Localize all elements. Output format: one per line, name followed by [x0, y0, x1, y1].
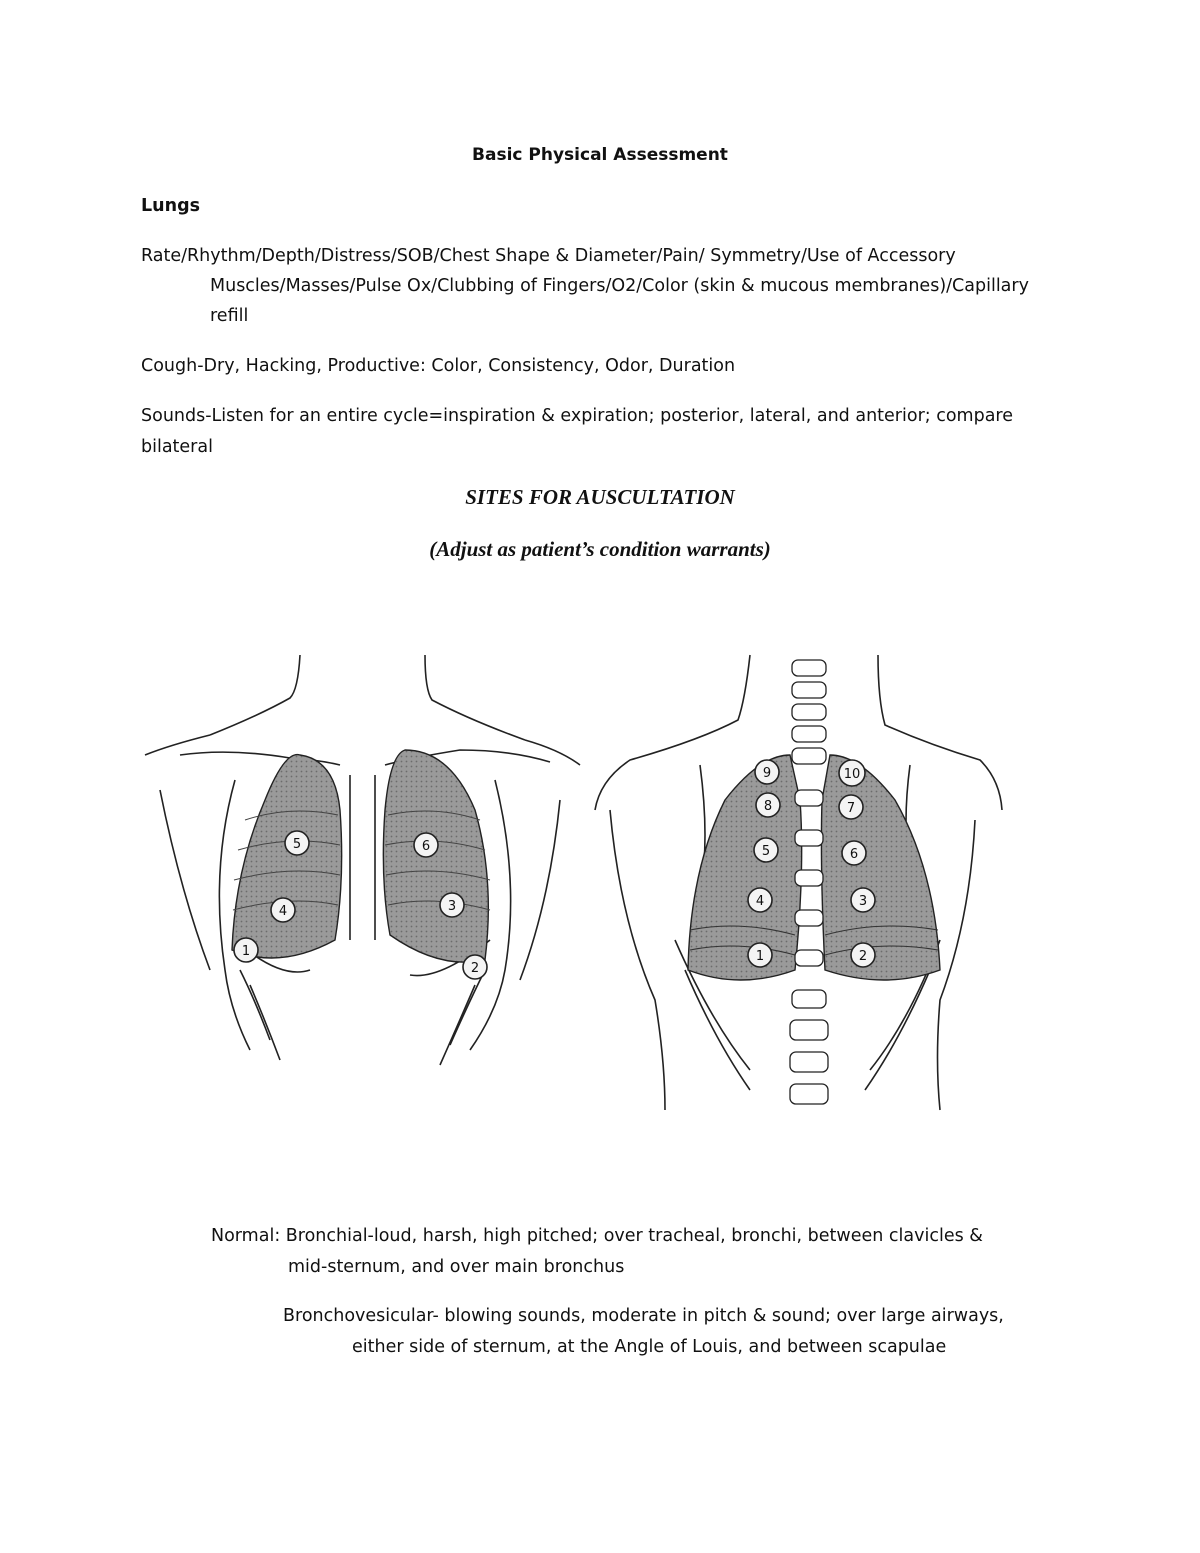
- svg-text:7: 7: [846, 801, 856, 816]
- assessment-list-line-1: Rate/Rhythm/Depth/Distress/SOB/Chest Shape & Diameter/Pain/ Symmetry/Use of Accessory: [141, 246, 956, 266]
- bronchovesicular-line-2: either side of sternum, at the Angle of Louis, and between scapulae: [352, 1337, 947, 1357]
- posterior-site-8: [756, 793, 780, 817]
- figure-subtitle: (Adjust as patient’s condition warrants): [429, 537, 771, 561]
- spine: [790, 660, 828, 1104]
- svg-text:4: 4: [278, 904, 288, 919]
- anterior-site-1: [234, 938, 258, 962]
- bronchovesicular-line-1: Bronchovesicular- blowing sounds, moderate in pitch & sound; over large airways,: [283, 1306, 1004, 1326]
- svg-text:8: 8: [763, 799, 773, 814]
- svg-text:5: 5: [292, 837, 302, 852]
- anterior-site-4: [271, 898, 295, 922]
- svg-text:5: 5: [761, 844, 771, 859]
- posterior-site-1: [748, 943, 772, 967]
- svg-text:1: 1: [755, 949, 765, 964]
- section-heading-lungs: Lungs: [141, 196, 201, 216]
- svg-text:6: 6: [421, 839, 431, 854]
- anterior-site-2: [463, 955, 487, 979]
- svg-text:1: 1: [241, 944, 251, 959]
- figure-title: SITES FOR AUSCULTATION: [465, 485, 735, 509]
- page-title: Basic Physical Assessment: [472, 145, 728, 165]
- svg-text:2: 2: [858, 949, 868, 964]
- posterior-site-6: [842, 841, 866, 865]
- posterior-site-10: [839, 760, 865, 786]
- posterior-site-5: [754, 838, 778, 862]
- svg-text:3: 3: [858, 894, 868, 909]
- anterior-left-lung: [383, 750, 488, 962]
- anterior-site-6: [414, 833, 438, 857]
- cough-line: Cough-Dry, Hacking, Productive: Color, Consistency, Odor, Duration: [141, 356, 736, 376]
- svg-text:4: 4: [755, 894, 765, 909]
- posterior-site-9: [755, 760, 779, 784]
- posterior-site-7: [839, 795, 863, 819]
- anterior-right-lung: [232, 755, 342, 958]
- sounds-line-1: Sounds-Listen for an entire cycle=inspiration & expiration; posterior, lateral, and anterior; compare: [141, 406, 1014, 426]
- assessment-list-line-3: refill: [210, 306, 249, 326]
- anterior-chest-diagram: [145, 655, 580, 1065]
- normal-bronchial-line-1: Normal: Bronchial-loud, harsh, high pitched; over tracheal, bronchi, between clavicles &: [211, 1226, 983, 1246]
- anterior-site-3: [440, 893, 464, 917]
- svg-text:3: 3: [447, 899, 457, 914]
- posterior-site-3: [851, 888, 875, 912]
- posterior-site-2: [851, 943, 875, 967]
- svg-text:10: 10: [843, 767, 861, 782]
- anterior-site-5: [285, 831, 309, 855]
- posterior-site-4: [748, 888, 772, 912]
- auscultation-sites-figure: [140, 640, 1040, 1120]
- normal-bronchial-line-2: mid-sternum, and over main bronchus: [288, 1257, 625, 1277]
- svg-text:2: 2: [470, 961, 480, 976]
- assessment-list-line-2: Muscles/Masses/Pulse Ox/Clubbing of Fingers/O2/Color (skin & mucous membranes)/Capillary: [210, 276, 1029, 296]
- svg-text:9: 9: [762, 766, 772, 781]
- svg-text:6: 6: [849, 847, 859, 862]
- sounds-line-2: bilateral: [141, 437, 213, 457]
